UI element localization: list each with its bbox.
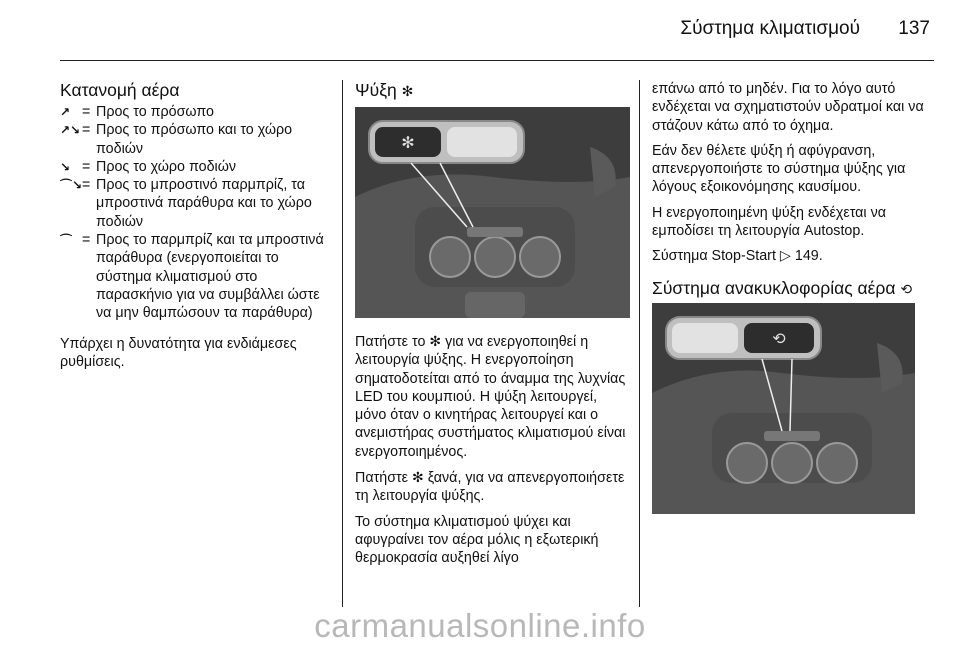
svg-text:⟲: ⟲ <box>772 328 786 348</box>
distribution-list <box>60 103 335 323</box>
column-divider-2 <box>639 80 640 607</box>
page-number: 137 <box>898 18 930 39</box>
reference-text: Σύστημα Stop-Start <box>652 248 776 265</box>
dashboard-illustration <box>652 303 915 514</box>
distribution-text: Προς το πρόσωπο <box>96 104 214 120</box>
intermediate-settings-note: Υπάρχει η δυνατότητα για ενδιάμεσες ρυθμίσεις. <box>60 335 297 370</box>
snowflake-icon: ✻ <box>412 469 424 486</box>
distribution-item <box>60 176 335 231</box>
cooling-text: Πατήστε <box>355 470 409 487</box>
windshield-foot-vent-icon: ⌒↘ <box>60 178 83 193</box>
column-air-distribution <box>60 80 335 378</box>
stop-start-reference <box>652 247 935 265</box>
autostop-paragraph: Η ενεργοποιημένη ψύξη ενδέχεται να εμποδίσει τη λειτουργία Autostop. <box>652 204 886 240</box>
face-vent-icon: ↗ <box>60 105 71 119</box>
air-distribution-heading: Κατανομή αέρα <box>60 80 180 100</box>
cooling-paragraph-1 <box>355 332 630 461</box>
cooling-heading <box>355 80 630 101</box>
distribution-item <box>60 158 335 176</box>
distribution-item <box>60 231 335 322</box>
column-divider-1 <box>342 80 343 607</box>
recirculation-button-figure <box>652 303 915 514</box>
cooling-text: ξανά, για να απενεργοποιήσετε τη λειτουργία ψύξης. <box>355 470 625 505</box>
cooling-paragraph-2 <box>355 468 630 506</box>
column-recirculation <box>652 80 935 528</box>
equals-sign: = <box>82 232 91 249</box>
recirculation-heading <box>652 278 935 299</box>
column-cooling <box>355 80 630 575</box>
cooling-heading-text: Ψύξη <box>355 80 397 100</box>
svg-text:✻: ✻ <box>401 133 415 152</box>
snowflake-icon: ✻ <box>429 333 442 349</box>
distribution-text: Προς το πρόσωπο και το χώρο ποδιών <box>96 122 293 157</box>
fuel-saving-paragraph: Εάν δεν θέλετε ψύξη ή αφύγρανση, απενεργοποιήστε το σύστημα ψύξης για λόγους εξοικονόμησης καυσίμου. <box>652 142 906 196</box>
watermark: carmanualsonline.info <box>314 607 646 644</box>
equals-sign: = <box>82 122 91 139</box>
recirculation-heading-text: Σύστημα ανακυκλοφορίας αέρα <box>652 277 896 298</box>
snowflake-icon: ✻ <box>401 83 414 99</box>
distribution-text: Προς το παρμπρίζ και τα μπροστινά παράθυρα (ενεργοποιείται το σύστημα κλιματισμού στο παρασκήνιο για να συμβάλλει ώστε να μην θαμπώσουν τα παράθυρα) <box>96 232 324 322</box>
recirculation-icon: ⟲ <box>900 280 913 297</box>
page-reference-arrow-icon: ▷ <box>779 248 791 265</box>
distribution-item <box>60 121 335 158</box>
cooling-text: Πατήστε το <box>355 334 426 350</box>
dashboard-illustration <box>355 107 630 318</box>
windshield-vent-icon: ⌒ <box>60 233 73 248</box>
equals-sign: = <box>82 158 91 175</box>
condensation-paragraph: επάνω από το μηδέν. Για το λόγο αυτό ενδέχεται να σχηματιστούν υδρατμοί και να στάζουν κάτω από το όχημα. <box>652 81 924 134</box>
header-rule <box>60 60 934 61</box>
distribution-item <box>60 103 335 121</box>
cooling-button-figure <box>355 107 630 318</box>
cooling-paragraph-3: Το σύστημα κλιματισμού ψύχει και αφυγραίνει τον αέρα μόλις η εξωτερική θερμοκρασία αυξηθεί λίγο <box>355 513 599 567</box>
foot-vent-icon: ↘ <box>60 159 71 174</box>
cooling-text: για να ενεργοποιηθεί η λειτουργία ψύξης. Η ενεργοποίηση σηματοδοτείται από το άναμμα της λυχνίας LED του κουμπιού. Η ψύξη λειτουργεί, μόνο όταν ο κινητήρας λειτουργεί και ο ανεμιστήρας συστήματος κλιματισμού είναι ενεργοποιημένος. <box>355 334 626 460</box>
distribution-text: Προς το χώρο ποδιών <box>96 158 237 175</box>
face-foot-vent-icon: ↗↘ <box>60 123 81 138</box>
distribution-text: Προς το μπροστινό παρμπρίζ, τα μπροστινά παράθυρα και το χώρο ποδιών <box>96 177 312 230</box>
page-reference-link[interactable]: 149. <box>794 248 823 265</box>
equals-sign: = <box>82 177 91 194</box>
header-title: Σύστημα κλιματισμού <box>680 18 860 39</box>
equals-sign: = <box>82 104 91 120</box>
